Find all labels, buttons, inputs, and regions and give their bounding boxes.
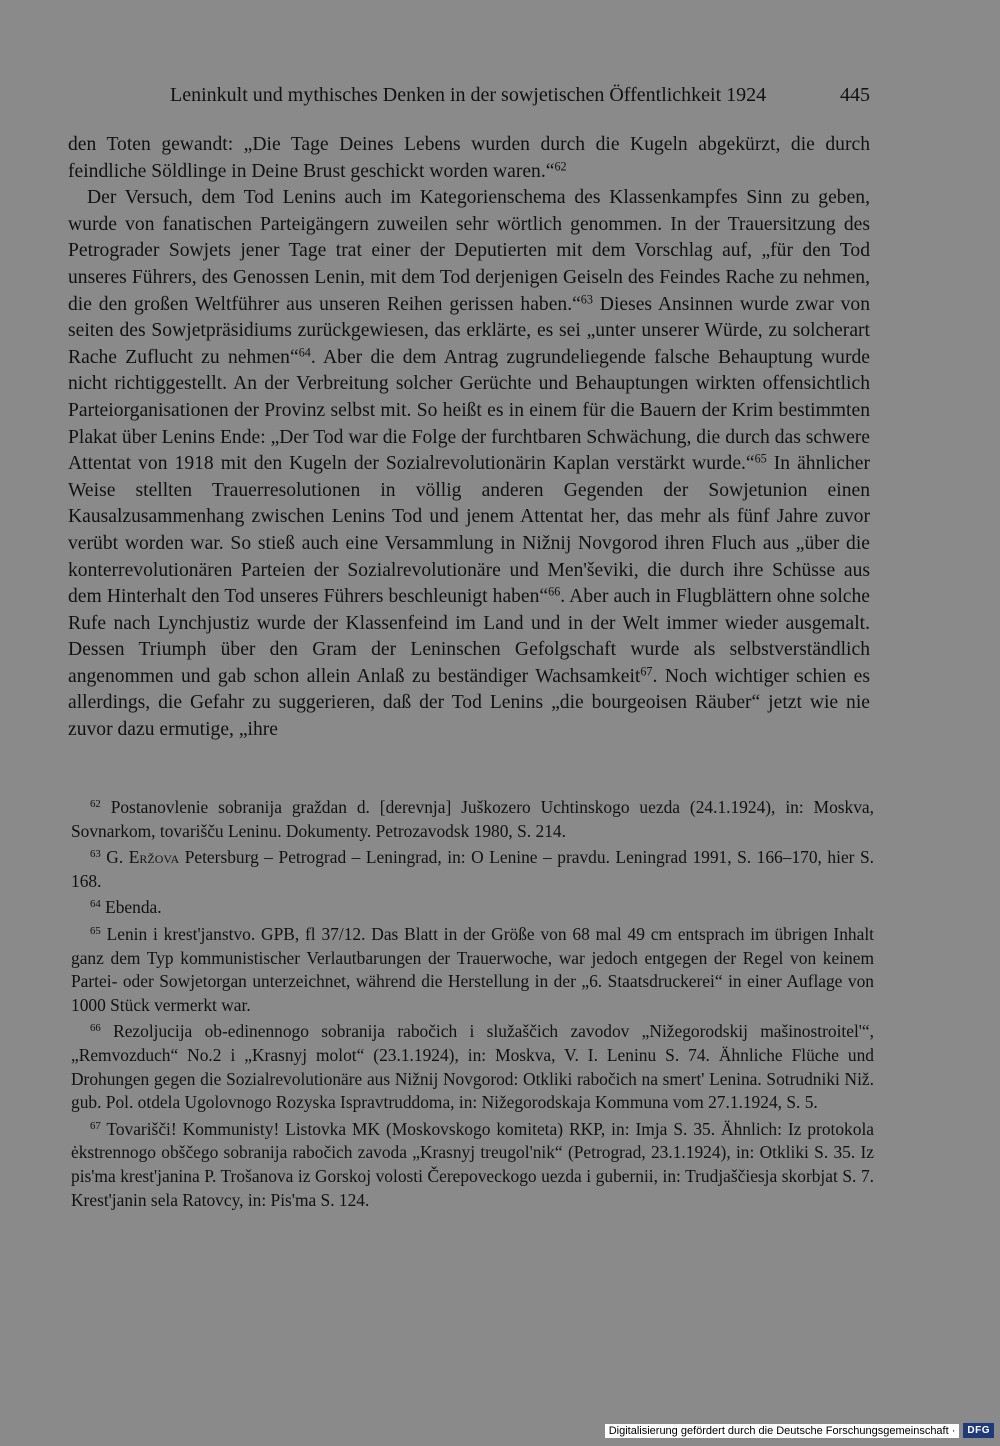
footnote-text: Lenin i krest'janstvo. GPB, fl 37/12. Das Blatt in der Größe von 68 mal 49 cm entsprach im übrigen Inhalt ganz dem Typ kommunistischer Verlautbarungen der Trauerwoche, war jedoch entgegen der Regel von keinem Partei- oder Sowjetorgan unterzeichnet, während die Herstellung in der „6. Staatsdruckerei“ in einer Auflage von 1000 Stück vermerkt war. <box>71 923 874 1015</box>
footnote-ref-63[interactable]: 63 <box>580 291 593 306</box>
footnote-ref-66[interactable]: 66 <box>548 584 561 599</box>
footnote-number: 64 <box>90 898 101 911</box>
page-number: 445 <box>840 84 870 106</box>
footnote-text: Postanovlenie sobranija graždan d. [derevnja] Juškozero Uchtinskogo uezda (24.1.1924), in: Moskva, Sovnarkom, tovarišču Leninu. Dokumenty. Petrozavodsk 1980, S. 214. <box>71 797 874 841</box>
footnote-text: Petersburg – Petrograd – Leningrad, in: O Lenine – pravdu. Leningrad 1991, S. 166–170, hier S. 168. <box>71 847 875 891</box>
footnote-ref-62[interactable]: 62 <box>554 158 567 173</box>
paragraph-text: In ähnlicher Weise stellten Trauerresolutionen in völlig anderen Gegenden der Sowjetunion einen Kausalzusammenhang zwischen Lenins Tod und jenem Attentat her, das mehr als fünf Jahre zuvor verübt worden war. So stieß auch eine Versammlung in Nižnij Novgorod ihren Fluch aus „über die konterrevolutionären Parteien der Sozialrevolutionäre und Men'ševiki, die durch ihre Schüsse aus dem Hinterhalt den Tod unseres Führers beschleunigt haben“ <box>68 453 870 608</box>
footnote-text: G. <box>100 847 129 868</box>
paragraph-text: den Toten gewandt: „Die Tage Deines Lebens wurden durch die Kugeln abgekürzt, die durch feindliche Söldlinge in Deine Brust geschickt worden waren.“ <box>68 134 870 182</box>
footnote-65 <box>71 923 874 1017</box>
funding-note: Digitalisierung gefördert durch die Deutsche Forschungsgemeinschaft · <box>605 1424 960 1438</box>
footnote-text: Ebenda. <box>100 897 162 918</box>
footnote-64 <box>71 896 874 920</box>
footnote-63 <box>71 846 874 893</box>
footnote-text: Tovarišči! Kommunisty! Listovka MK (Moskovskogo komiteta) RKP, in: Imja S. 35. Ähnlich: Iz protokola ėkstrennogo obščego sobranija rabočich zavoda „Krasnyj treugol'nik“ (Petrograd, 23.1.1924), in: Otkliki S. 35. Iz pis'ma krest'janina P. Trošanova iz Gorskoj volosti Čerepoveckogo uezda i gubernii, in: Trudjaščiesja skorbjat S. 7. Krest'janin sela Ratovcy, in: Pis'ma S. 124. <box>71 1118 874 1210</box>
funding-footer <box>605 1423 994 1438</box>
footnote-66 <box>71 1020 874 1114</box>
footnote-number: 63 <box>90 848 101 861</box>
footnote-62 <box>71 796 874 843</box>
footnote-number: 67 <box>90 1119 101 1132</box>
footnote-number: 66 <box>90 1022 101 1035</box>
paragraph-text: Der Versuch, dem Tod Lenins auch im Kategorienschema des Klassenkampfes Sinn zu geben, wurde von fanatischen Parteigängern zuweilen sehr wörtlich genommen. In der Trauersitzung des Petrograder Sowjets jener Tage trat einer der Deputierten mit dem Vorschlag auf, „für den Tod unseres Führers, des Genossen Lenin, mit dem Tod derjenigen Geiseln des Feindes Rache zu nehmen, die den großen Weltführer aus unseren Reihen gerissen haben.“ <box>68 187 870 315</box>
footnote-text: Rezoljucija ob-edinennogo sobranija rabočich i služaščich zavodov „Nižegorodskij mašinostroitel'“, „Remvozduch“ No.2 i „Krasnyj molot“ (23.1.1924), in: Moskva, V. I. Leninu S. 74. Ähnliche Flüche und Drohungen gegen die Sozialrevolutionäre aus Nižnij Novgorod: Otkliki rabočich na smert' Lenina. Sotrudniki Niž. gub. Pol. otdela Ugolovnogo Rozyska Ispravtruddoma, in: Nižegorodskaja Kommuna vom 27.1.1924, S. 5. <box>71 1021 874 1113</box>
footnote-ref-65[interactable]: 65 <box>754 451 767 466</box>
running-title: Leninkult und mythisches Denken in der sowjetischen Öffentlichkeit 1924 <box>170 84 767 106</box>
body-text <box>68 132 870 744</box>
footnote-number: 62 <box>90 798 101 811</box>
dfg-logo[interactable]: DFG <box>963 1423 994 1438</box>
author-name: Eržova <box>128 847 180 868</box>
paragraph-text: . Aber auch in Flugblättern ohne solche Rufe nach Lynchjustiz wurde der Klassenfeind im Land und in der Welt immer wieder ausgemalt. Dessen Triumph über den Gram der Leninschen Gefolgschaft wurde als selbstverständlich angenommen und gab schon allein Anlaß zu beständiger Wachsamkeit <box>68 586 870 687</box>
footnote-ref-67[interactable]: 67 <box>640 664 653 679</box>
paragraph-text: . Noch wichtiger schien es allerdings, die Gefahr zu suggerieren, daß der Tod Lenins „die bourgeoisen Räuber“ jetzt wie nie zuvor dazu ermutige, „ihre <box>68 665 870 741</box>
paragraph-2 <box>68 185 870 743</box>
footnote-number: 65 <box>90 925 101 938</box>
footnote-67 <box>71 1118 874 1212</box>
paragraph-text: Dieses Ansinnen wurde zwar von seiten des Sowjetpräsidiums zurückgewiesen, das erklärte, es sei „unter unserer Würde, zu solcherart Rache Zuflucht zu nehmen“ <box>68 293 870 368</box>
paragraph-text: . Aber die dem Antrag zugrundeliegende falsche Behauptung wurde nicht richtiggestellt. An der Verbreitung solcher Gerüchte und Behauptungen wirkten offensichtlich Parteiorganisationen der Provinz selbst mit. So heißt es in einem für die Bauern der Krim bestimmten Plakat über Lenins Ende: „Der Tod war die Folge der furchtbaren Schwächung, die durch das schwere Attentat von 1918 mit den Kugeln der Sozialrevolutionärin Kaplan verstärkt wurde.“ <box>68 346 870 475</box>
footnote-ref-64[interactable]: 64 <box>298 345 311 360</box>
footnotes <box>71 796 874 1215</box>
paragraph-1 <box>68 132 870 185</box>
